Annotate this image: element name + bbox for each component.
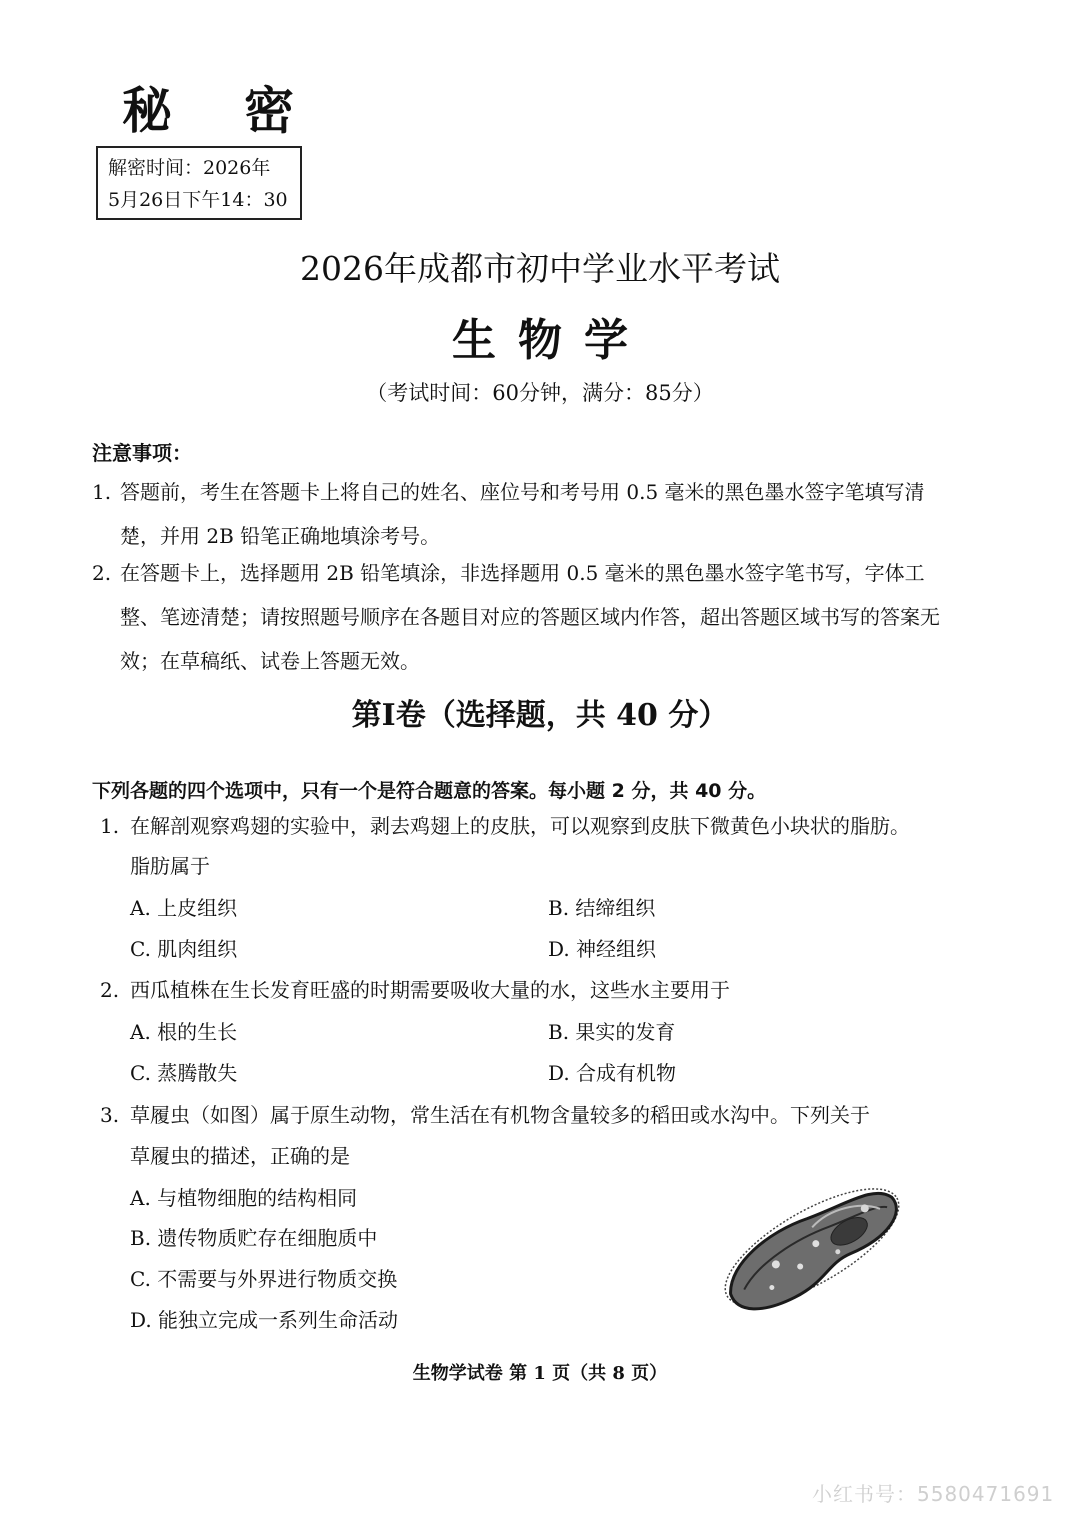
question-number: 3. xyxy=(100,1103,120,1127)
option-b: B. 果实的发育 xyxy=(548,1020,676,1044)
option-d: D. 神经组织 xyxy=(548,937,657,961)
notice-item xyxy=(92,551,952,683)
question-number: 2. xyxy=(100,978,120,1002)
option-c: C. 不需要与外界进行物质交换 xyxy=(130,1267,398,1291)
exam-title: 2026年成都市初中学业水平考试 xyxy=(300,249,780,288)
section-title: 第Ⅰ卷（选择题，共 40 分） xyxy=(351,698,729,733)
notice-number: 1. xyxy=(92,480,112,504)
notice-text: 答题前，考生在答题卡上将自己的姓名、座位号和考号用 0.5 毫米的黑色墨水签字笔填写清楚，并用 2B 铅笔正确地填涂考号。 xyxy=(120,480,925,548)
notes-heading: 注意事项： xyxy=(92,441,192,465)
option-a: A. 上皮组织 xyxy=(130,896,238,920)
subject-title: 生物学 xyxy=(452,315,650,366)
exam-info: （考试时间：60分钟，满分：85分） xyxy=(366,381,714,405)
option-c: C. 蒸腾散失 xyxy=(130,1061,238,1085)
option-c: C. 肌肉组织 xyxy=(130,937,238,961)
option-a: A. 根的生长 xyxy=(130,1020,238,1044)
option-b: B. 结缔组织 xyxy=(548,896,656,920)
secret-label: 秘密 xyxy=(122,82,366,140)
question-stem: 西瓜植株在生长发育旺盛的时期需要吸收大量的水，这些水主要用于 xyxy=(130,978,730,1002)
notice-number: 2. xyxy=(92,561,112,585)
page-footer: 生物学试卷 第 1 页（共 8 页） xyxy=(412,1363,668,1384)
question-number: 1. xyxy=(100,814,120,838)
paramecium-illustration xyxy=(712,1172,912,1322)
declassification-box xyxy=(96,146,302,220)
option-b: B. 遗传物质贮存在细胞质中 xyxy=(130,1226,378,1250)
option-a: A. 与植物细胞的结构相同 xyxy=(130,1186,358,1210)
option-d: D. 合成有机物 xyxy=(548,1061,677,1085)
question-stem-cont: 草履虫的描述，正确的是 xyxy=(130,1144,350,1168)
watermark-text: 小红书号：5580471691 xyxy=(812,1482,1055,1506)
section-instruction: 下列各题的四个选项中，只有一个是符合题意的答案。每小题 2 分，共 40 分。 xyxy=(92,780,767,802)
declassification-line-1: 解密时间：2026年 xyxy=(108,157,271,179)
question-stem-cont: 脂肪属于 xyxy=(130,854,210,878)
notice-item xyxy=(92,470,952,558)
declassification-line-2: 5月26日下午14：30 xyxy=(108,189,288,211)
question-stem: 在解剖观察鸡翅的实验中，剥去鸡翅上的皮肤，可以观察到皮肤下微黄色小块状的脂肪。 xyxy=(130,814,910,838)
notice-text: 在答题卡上，选择题用 2B 铅笔填涂，非选择题用 0.5 毫米的黑色墨水签字笔书写，字体工整、笔迹清楚；请按照题号顺序在各题目对应的答题区域内作答，超出答题区域书写的答案无效；在草稿纸、试卷上答题无效。 xyxy=(120,561,940,673)
question-stem: 草履虫（如图）属于原生动物，常生活在有机物含量较多的稻田或水沟中。下列关于 xyxy=(130,1103,870,1127)
option-d: D. 能独立完成一系列生命活动 xyxy=(130,1308,399,1332)
